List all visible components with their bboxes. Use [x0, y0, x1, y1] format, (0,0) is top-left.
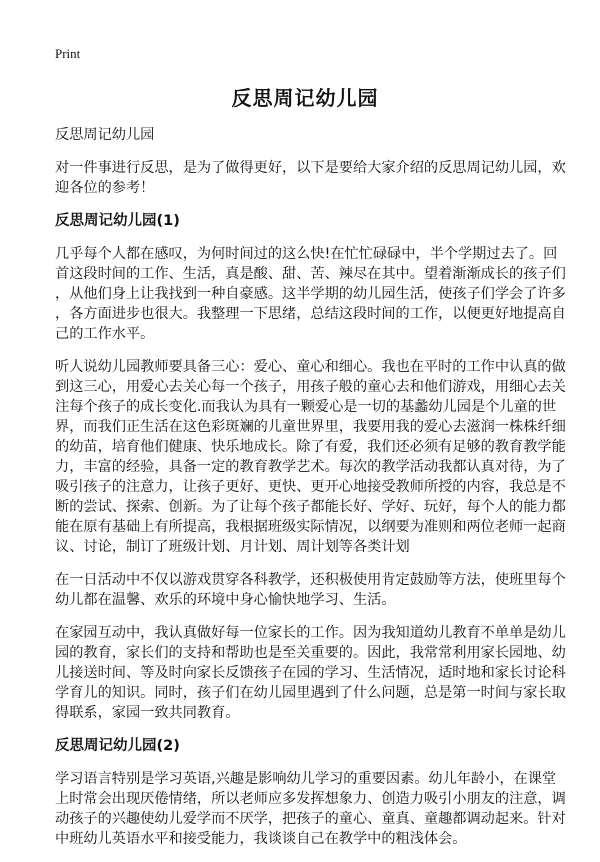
paragraph — [55, 570, 566, 610]
text-line: 中班幼儿英语水平和接受能力，我谈谈自己在教学中的粗浅体会。 — [55, 831, 467, 847]
paragraph — [55, 244, 566, 344]
text-line: ，从他们身上让我找到一种自豪感。这半学期的幼儿园生活，使孩子们学会了许多 — [55, 286, 566, 302]
text-line: 对一件事进行反思，是为了做得更好，以下是要给大家介绍的反思周记幼儿园，欢 — [55, 160, 566, 176]
text-line: 在一日活动中不仅以游戏贯穿各科教学，还积极使用肯定鼓励等方法，使班里每个 — [55, 572, 566, 588]
text-line: 注每个孩子的成长变化.而我认为具有一颗爱心是一切的基蠡幼儿园是个儿童的世 — [55, 399, 557, 415]
paragraph — [55, 357, 566, 557]
text-line: 学育儿的知识。同时，孩子们在幼儿园里遇到了什么问题，总是第一时间与家长取 — [55, 685, 566, 701]
text-line: 学习语言特别是学习英语,兴趣是影响幼儿学习的重要因素。幼儿年龄小，在课堂 — [55, 771, 557, 787]
text-line: 断的尝试、探索、创新。为了让每个孩子都能长好、学好、玩好，每个人的能力都 — [55, 499, 566, 515]
paragraph — [55, 623, 566, 723]
text-line: 上时常会出现厌倦情绪，所以老师应多发挥想象力、创造力吸引小朋友的注意，调 — [55, 791, 566, 807]
text-line: 动孩子的兴趣使幼儿爱学而不厌学，把孩子的童心、童真、童趣都调动起来。针对 — [55, 811, 566, 827]
text-line: 到这三心，用爱心去关心每一个孩子，用孩子般的童心去和他们游戏，用细心去关 — [55, 379, 566, 395]
text-line: 界，而我们正生活在这色彩斑斓的儿童世界里，我要用我的爱心去滋润一株株纤细 — [55, 419, 566, 435]
text-line: 得联系，家园一致共同教育。 — [55, 705, 240, 721]
text-line: 己的工作水平。 — [55, 326, 155, 342]
text-line: 在家园互动中，我认真做好每一位家长的工作。因为我知道幼儿教育不单单是幼儿 — [55, 625, 566, 641]
print-link[interactable]: Print — [55, 46, 81, 61]
document-page — [55, 46, 566, 862]
text-line: 能在原有基础上有所提高，我根据班级实际情况，以纲要为准则和两位老师一起商 — [55, 519, 566, 535]
intro-paragraph — [55, 158, 566, 198]
text-line: 议、讨论，制订了班级计划、月计划、周计划等各类计划 — [55, 539, 410, 555]
section-heading: 反思周记幼儿园(2) — [55, 738, 180, 754]
text-line: 吸引孩子的注意力，让孩子更好、更快、更开心地接受教师所授的内容，我总是不 — [55, 479, 566, 495]
text-line: 听人说幼儿园教师要具备三心：爱心、童心和细心。我也在平时的工作中认真的做 — [55, 359, 566, 375]
section-heading: 反思周记幼儿园(1) — [55, 213, 180, 229]
page-title: 反思周记幼儿园 — [231, 86, 379, 110]
subtitle: 反思周记幼儿园 — [55, 127, 155, 143]
text-line: 迎各位的参考！ — [55, 180, 155, 196]
paragraph — [55, 769, 566, 849]
text-line: 的幼苗，培育他们健康、快乐地成长。除了有爱，我们还必须有足够的教育教学能 — [55, 439, 566, 455]
text-line: 园的教育，家长们的支持和帮助也是至关重要的。因此，我常常利用家长园地、幼 — [55, 645, 566, 661]
text-line: 力，丰富的经验，具备一定的教育教学艺术。每次的教学活动我都认真对待，为了 — [55, 459, 566, 475]
sections — [55, 211, 566, 849]
text-line: 儿接送时间、等及时向家长反馈孩子在园的学习、生活情况，适时地和家长讨论科 — [55, 665, 566, 681]
text-line: 幼儿都在温馨、欢乐的环境中身心愉快地学习、生活。 — [55, 592, 396, 608]
text-line: 首这段时间的工作、生活，真是酸、甜、苦、辣尽在其中。望着渐渐成长的孩子们 — [55, 266, 566, 282]
text-line: ，各方面进步也很大。我整理一下思绪，总结这段时间的工作，以便更好地提高自 — [55, 306, 566, 322]
text-line: 几乎每个人都在感叹，为何时间过的这么快!在忙忙碌碌中，半个学期过去了。回 — [55, 246, 558, 262]
